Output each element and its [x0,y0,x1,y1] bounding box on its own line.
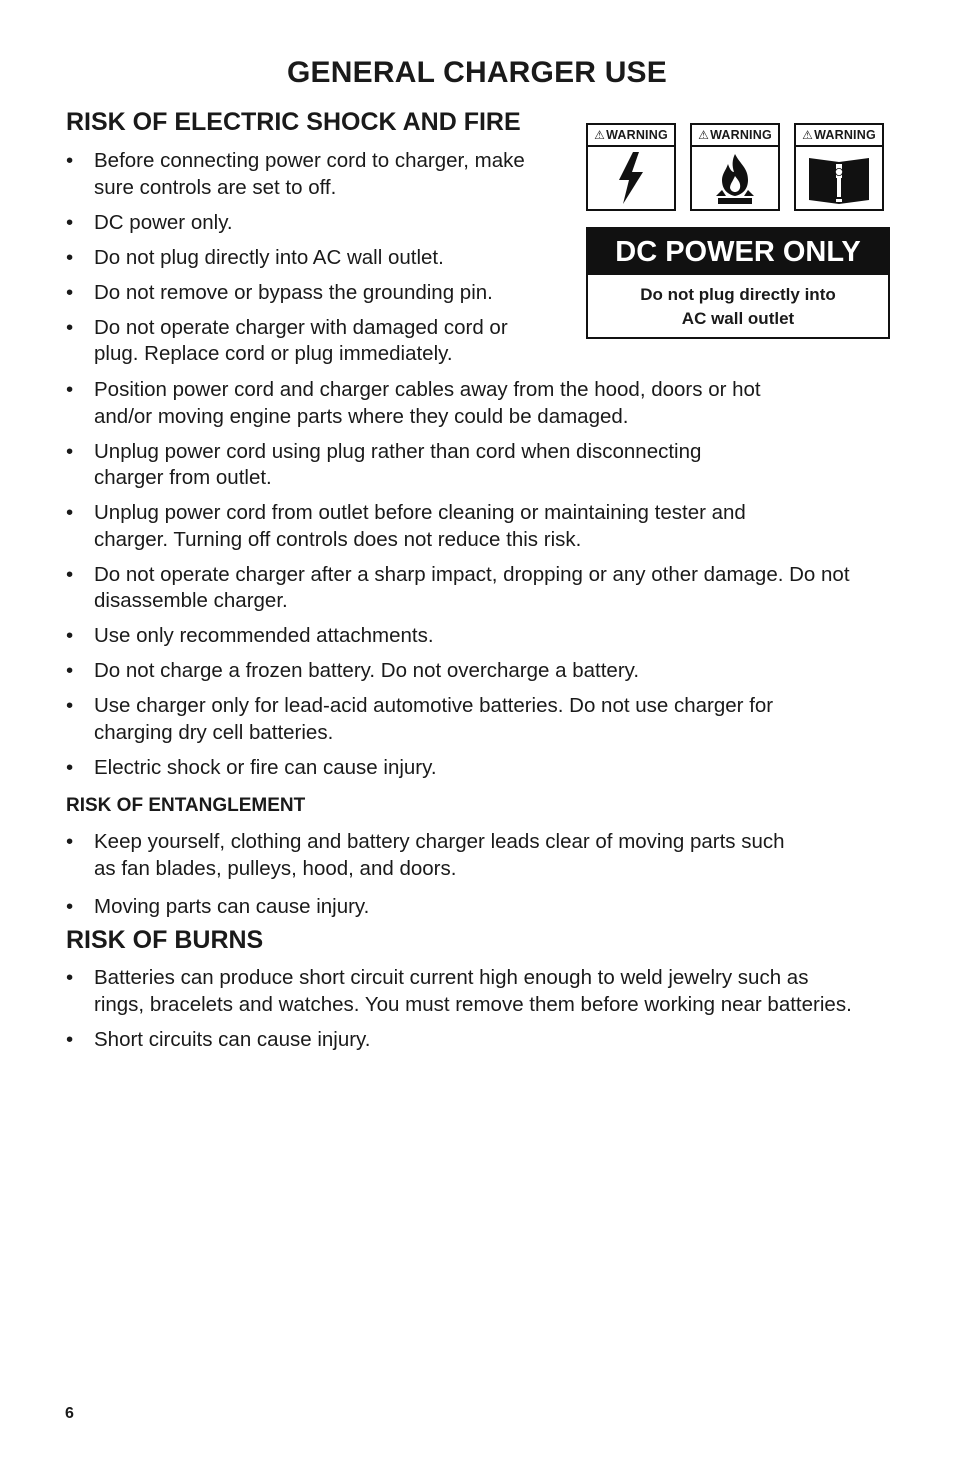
list-item: • Moving parts can cause injury. [66,894,796,921]
list-item: • Do not charge a frozen battery. Do not overcharge a battery. [66,658,856,685]
dc-power-title: DC POWER ONLY [588,229,888,275]
page-number: 6 [65,1405,74,1422]
read-manual-icon [796,147,882,209]
list-item: • Keep yourself, clothing and battery charger leads clear of moving parts such as fan blades, pulleys, hood, and doors. [66,829,796,882]
list-item: • Electric shock or fire can cause injury. [66,755,856,782]
list-item: • Unplug power cord from outlet before cleaning or maintaining tester and charger. Turning off controls does not reduce this risk. [66,500,774,553]
list-item: • Do not remove or bypass the grounding pin. [66,280,536,307]
warning-label-text: WARNING [606,128,668,142]
dc-power-line-1: Do not plug directly into [640,285,836,304]
list-item: • Use charger only for lead-acid automotive batteries. Do not use charger for charging dry cell batteries. [66,693,814,746]
warning-labels [586,123,890,215]
dc-power-line-2: AC wall outlet [681,309,795,328]
dc-power-notice [586,227,890,339]
list-item: • Do not operate charger with damaged cord or plug. Replace cord or plug immediately. [66,315,536,368]
burns-list [66,965,856,1062]
warning-label-shock [586,123,676,211]
list-item: • Before connecting power cord to charger, make sure controls are set to off. [66,148,536,201]
section-heading-electric-shock: RISK OF ELECTRIC SHOCK AND FIRE [66,108,521,136]
list-item: • Use only recommended attachments. [66,623,856,650]
entanglement-list [66,829,796,929]
shock-list-top [66,148,536,376]
list-item: • Unplug power cord using plug rather than cord when disconnecting charger from outlet. [66,439,774,492]
list-item: • Do not plug directly into AC wall outlet. [66,245,536,272]
warning-triangle-icon: ⚠ [698,128,710,142]
section-heading-burns: RISK OF BURNS [66,926,264,954]
fire-icon [692,147,778,209]
list-item: • Batteries can produce short circuit current high enough to weld jewelry such as rings, bracelets and watches. You must remove them before working near batteries. [66,965,856,1018]
warning-triangle-icon: ⚠ [594,128,606,142]
section-heading-entanglement: RISK OF ENTANGLEMENT [66,795,306,816]
page-title: GENERAL CHARGER USE [287,56,667,89]
warning-label-fire [690,123,780,211]
warning-label-manual [794,123,884,211]
dc-power-subtitle [588,275,888,331]
warning-label-text: WARNING [710,128,772,142]
warning-label-text: WARNING [814,128,876,142]
shock-list-rest [66,377,856,790]
list-item: • Position power cord and charger cables away from the hood, doors or hot and/or moving engine parts where they could be damaged. [66,377,774,430]
lightning-icon [588,147,674,209]
warning-label-header [588,125,674,147]
warning-label-header [692,125,778,147]
warning-label-header [796,125,882,147]
list-item: • Do not operate charger after a sharp impact, dropping or any other damage. Do not disassemble charger. [66,562,854,615]
list-item: • Short circuits can cause injury. [66,1027,856,1054]
warning-triangle-icon: ⚠ [802,128,814,142]
list-item: • DC power only. [66,210,536,237]
